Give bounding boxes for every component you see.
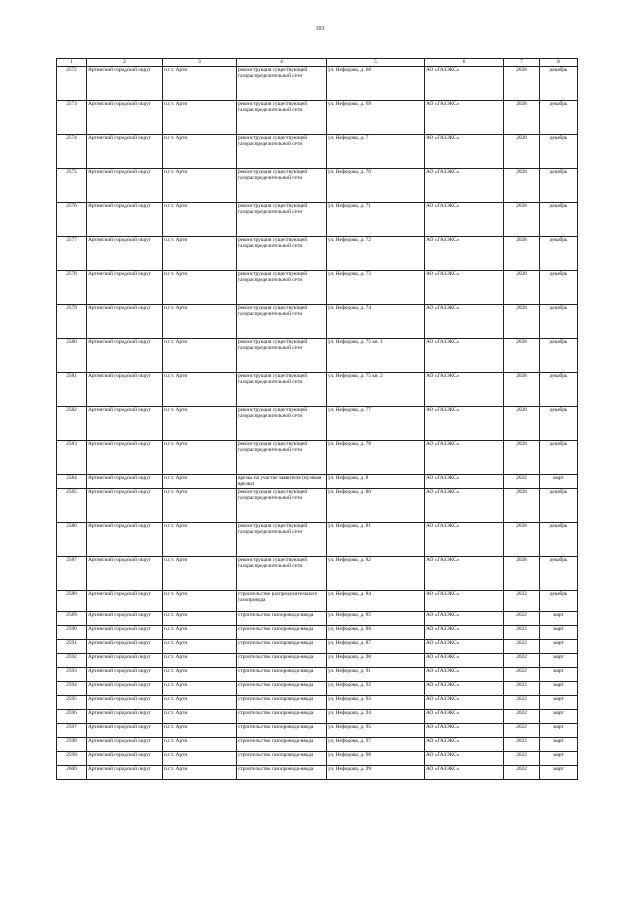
month-cell: март xyxy=(540,668,578,682)
address-cell: ул. Нефедова, д. 8 xyxy=(327,475,425,489)
column-header-7: 7 xyxy=(504,59,540,67)
column-header-5: 5 xyxy=(327,59,425,67)
header-row xyxy=(57,59,578,67)
table-row xyxy=(57,752,578,766)
year-cell: 2028 xyxy=(504,101,540,135)
address-cell: ул. Нефедова, д. 77 xyxy=(327,407,425,441)
work-type-cell: реконструкция существующей газораспределительной сети xyxy=(237,489,327,523)
month-cell: декабрь xyxy=(540,237,578,271)
table-row xyxy=(57,441,578,475)
year-cell: 2022 xyxy=(504,668,540,682)
organization-cell: АО «ГАЗЭКС» xyxy=(425,766,504,780)
month-cell: декабрь xyxy=(540,557,578,591)
work-type-cell: реконструкция существующей газораспределительной сети xyxy=(237,557,327,591)
organization-cell: АО «ГАЗЭКС» xyxy=(425,407,504,441)
month-cell: март xyxy=(540,766,578,780)
table-row xyxy=(57,373,578,407)
month-cell: март xyxy=(540,682,578,696)
table-row xyxy=(57,724,578,738)
settlement-cell: п.г.т. Арти xyxy=(163,654,237,668)
settlement-cell: п.г.т. Арти xyxy=(163,305,237,339)
month-cell: декабрь xyxy=(540,135,578,169)
row-number: 2597 xyxy=(57,724,87,738)
row-number: 2598 xyxy=(57,738,87,752)
work-type-cell: реконструкция существующей газораспределительной сети xyxy=(237,339,327,373)
district-cell: Артинский городской округ xyxy=(87,101,163,135)
year-cell: 2022 xyxy=(504,591,540,612)
row-number: 2581 xyxy=(57,373,87,407)
district-cell: Артинский городской округ xyxy=(87,591,163,612)
district-cell: Артинский городской округ xyxy=(87,738,163,752)
settlement-cell: п.г.т. Арти xyxy=(163,339,237,373)
organization-cell: АО «ГАЗЭКС» xyxy=(425,339,504,373)
district-cell: Артинский городской округ xyxy=(87,441,163,475)
year-cell: 2022 xyxy=(504,475,540,489)
address-cell: ул. Нефедова, д. 99 xyxy=(327,766,425,780)
row-number: 2579 xyxy=(57,305,87,339)
table-row xyxy=(57,682,578,696)
address-cell: ул. Нефедова, д. 85 xyxy=(327,612,425,626)
address-cell: ул. Нефедова, д. 74 xyxy=(327,305,425,339)
table-row xyxy=(57,67,578,101)
table-row xyxy=(57,640,578,654)
row-number: 2593 xyxy=(57,668,87,682)
row-number: 2576 xyxy=(57,203,87,237)
row-number: 2574 xyxy=(57,135,87,169)
year-cell: 2022 xyxy=(504,640,540,654)
settlement-cell: п.г.т. Арти xyxy=(163,237,237,271)
district-cell: Артинский городской округ xyxy=(87,305,163,339)
address-cell: ул. Нефедова, д. 98 xyxy=(327,752,425,766)
year-cell: 2028 xyxy=(504,523,540,557)
work-type-cell: врезка на участке заявителя (нулевая врезка) xyxy=(237,475,327,489)
district-cell: Артинский городской округ xyxy=(87,654,163,668)
organization-cell: АО «ГАЗЭКС» xyxy=(425,696,504,710)
row-number: 2591 xyxy=(57,640,87,654)
organization-cell: АО «ГАЗЭКС» xyxy=(425,724,504,738)
organization-cell: АО «ГАЗЭКС» xyxy=(425,710,504,724)
district-cell: Артинский городской округ xyxy=(87,169,163,203)
settlement-cell: п.г.т. Арти xyxy=(163,407,237,441)
district-cell: Артинский городской округ xyxy=(87,523,163,557)
month-cell: декабрь xyxy=(540,591,578,612)
address-cell: ул. Нефедова, д. 75 кв. 2 xyxy=(327,373,425,407)
address-cell: ул. Нефедова, д. 87 xyxy=(327,640,425,654)
address-cell: ул. Нефедова, д. 73 xyxy=(327,271,425,305)
settlement-cell: п.г.т. Арти xyxy=(163,682,237,696)
row-number: 2592 xyxy=(57,654,87,668)
month-cell: март xyxy=(540,475,578,489)
table-body xyxy=(57,67,578,780)
row-number: 2589 xyxy=(57,612,87,626)
organization-cell: АО «ГАЗЭКС» xyxy=(425,169,504,203)
year-cell: 2028 xyxy=(504,271,540,305)
settlement-cell: п.г.т. Арти xyxy=(163,475,237,489)
organization-cell: АО «ГАЗЭКС» xyxy=(425,682,504,696)
month-cell: декабрь xyxy=(540,169,578,203)
table-row xyxy=(57,475,578,489)
month-cell: декабрь xyxy=(540,67,578,101)
month-cell: декабрь xyxy=(540,339,578,373)
table-row xyxy=(57,237,578,271)
month-cell: март xyxy=(540,626,578,640)
work-type-cell: строительство распределительного газопровода xyxy=(237,591,327,612)
table-row xyxy=(57,557,578,591)
district-cell: Артинский городской округ xyxy=(87,766,163,780)
address-cell: ул. Нефедова, д. 95 xyxy=(327,724,425,738)
table-row xyxy=(57,738,578,752)
table-row xyxy=(57,612,578,626)
organization-cell: АО «ГАЗЭКС» xyxy=(425,738,504,752)
district-cell: Артинский городской округ xyxy=(87,557,163,591)
row-number: 2588 xyxy=(57,591,87,612)
address-cell: ул. Нефедова, д. 97 xyxy=(327,738,425,752)
table-row xyxy=(57,668,578,682)
organization-cell: АО «ГАЗЭКС» xyxy=(425,373,504,407)
year-cell: 2022 xyxy=(504,724,540,738)
year-cell: 2028 xyxy=(504,169,540,203)
work-type-cell: реконструкция существующей газораспределительной сети xyxy=(237,305,327,339)
month-cell: декабрь xyxy=(540,203,578,237)
row-number: 2600 xyxy=(57,766,87,780)
district-cell: Артинский городской округ xyxy=(87,752,163,766)
work-type-cell: строительство газопровода-ввода xyxy=(237,626,327,640)
address-cell: ул. Нефедова, д. 91 xyxy=(327,668,425,682)
month-cell: март xyxy=(540,710,578,724)
address-cell: ул. Нефедова, д. 68 xyxy=(327,67,425,101)
year-cell: 2022 xyxy=(504,626,540,640)
month-cell: март xyxy=(540,654,578,668)
settlement-cell: п.г.т. Арти xyxy=(163,752,237,766)
work-type-cell: строительство газопровода-ввода xyxy=(237,640,327,654)
district-cell: Артинский городской округ xyxy=(87,407,163,441)
address-cell: ул. Нефедова, д. 72 xyxy=(327,237,425,271)
year-cell: 2028 xyxy=(504,489,540,523)
address-cell: ул. Нефедова, д. 69 xyxy=(327,101,425,135)
work-type-cell: строительство газопровода-ввода xyxy=(237,766,327,780)
work-type-cell: строительство газопровода-ввода xyxy=(237,710,327,724)
year-cell: 2022 xyxy=(504,710,540,724)
address-cell: ул. Нефедова, д. 84 xyxy=(327,591,425,612)
district-cell: Артинский городской округ xyxy=(87,475,163,489)
table-row xyxy=(57,135,578,169)
district-cell: Артинский городской округ xyxy=(87,271,163,305)
year-cell: 2028 xyxy=(504,135,540,169)
settlement-cell: п.г.т. Арти xyxy=(163,169,237,203)
row-number: 2572 xyxy=(57,67,87,101)
row-number: 2583 xyxy=(57,441,87,475)
page-number: 103 xyxy=(315,26,325,32)
settlement-cell: п.г.т. Арти xyxy=(163,738,237,752)
table-row xyxy=(57,591,578,612)
column-header-2: 2 xyxy=(87,59,163,67)
settlement-cell: п.г.т. Арти xyxy=(163,612,237,626)
district-cell: Артинский городской округ xyxy=(87,668,163,682)
settlement-cell: п.г.т. Арти xyxy=(163,101,237,135)
table-row xyxy=(57,766,578,780)
district-cell: Артинский городской округ xyxy=(87,696,163,710)
work-type-cell: реконструкция существующей газораспределительной сети xyxy=(237,373,327,407)
row-number: 2584 xyxy=(57,475,87,489)
work-type-cell: реконструкция существующей газораспределительной сети xyxy=(237,203,327,237)
district-cell: Артинский городской округ xyxy=(87,237,163,271)
row-number: 2599 xyxy=(57,752,87,766)
address-cell: ул. Нефедова, д. 75 кв. 1 xyxy=(327,339,425,373)
organization-cell: АО «ГАЗЭКС» xyxy=(425,305,504,339)
address-cell: ул. Нефедова, д. 70 xyxy=(327,169,425,203)
organization-cell: АО «ГАЗЭКС» xyxy=(425,67,504,101)
address-cell: ул. Нефедова, д. 7 xyxy=(327,135,425,169)
settlement-cell: п.г.т. Арти xyxy=(163,591,237,612)
organization-cell: АО «ГАЗЭКС» xyxy=(425,640,504,654)
settlement-cell: п.г.т. Арти xyxy=(163,373,237,407)
settlement-cell: п.г.т. Арти xyxy=(163,271,237,305)
month-cell: декабрь xyxy=(540,441,578,475)
row-number: 2577 xyxy=(57,237,87,271)
district-cell: Артинский городской округ xyxy=(87,339,163,373)
year-cell: 2028 xyxy=(504,305,540,339)
organization-cell: АО «ГАЗЭКС» xyxy=(425,203,504,237)
address-cell: ул. Нефедова, д. 90 xyxy=(327,654,425,668)
district-cell: Артинский городской округ xyxy=(87,640,163,654)
district-cell: Артинский городской округ xyxy=(87,135,163,169)
row-number: 2590 xyxy=(57,626,87,640)
organization-cell: АО «ГАЗЭКС» xyxy=(425,271,504,305)
settlement-cell: п.г.т. Арти xyxy=(163,724,237,738)
table-row xyxy=(57,696,578,710)
month-cell: декабрь xyxy=(540,305,578,339)
table-row xyxy=(57,710,578,724)
organization-cell: АО «ГАЗЭКС» xyxy=(425,612,504,626)
organization-cell: АО «ГАЗЭКС» xyxy=(425,654,504,668)
district-cell: Артинский городской округ xyxy=(87,626,163,640)
settlement-cell: п.г.т. Арти xyxy=(163,67,237,101)
column-header-3: 3 xyxy=(163,59,237,67)
row-number: 2585 xyxy=(57,489,87,523)
table-row xyxy=(57,203,578,237)
address-cell: ул. Нефедова, д. 81 xyxy=(327,523,425,557)
organization-cell: АО «ГАЗЭКС» xyxy=(425,523,504,557)
year-cell: 2028 xyxy=(504,373,540,407)
work-type-cell: реконструкция существующей газораспределительной сети xyxy=(237,135,327,169)
organization-cell: АО «ГАЗЭКС» xyxy=(425,489,504,523)
settlement-cell: п.г.т. Арти xyxy=(163,203,237,237)
year-cell: 2022 xyxy=(504,696,540,710)
row-number: 2578 xyxy=(57,271,87,305)
address-cell: ул. Нефедова, д. 94 xyxy=(327,710,425,724)
row-number: 2580 xyxy=(57,339,87,373)
month-cell: март xyxy=(540,640,578,654)
district-cell: Артинский городской округ xyxy=(87,373,163,407)
settlement-cell: п.г.т. Арти xyxy=(163,640,237,654)
year-cell: 2022 xyxy=(504,654,540,668)
work-type-cell: строительство газопровода-ввода xyxy=(237,752,327,766)
year-cell: 2028 xyxy=(504,557,540,591)
month-cell: март xyxy=(540,696,578,710)
row-number: 2587 xyxy=(57,557,87,591)
year-cell: 2022 xyxy=(504,682,540,696)
settlement-cell: п.г.т. Арти xyxy=(163,766,237,780)
month-cell: март xyxy=(540,612,578,626)
settlement-cell: п.г.т. Арти xyxy=(163,626,237,640)
organization-cell: АО «ГАЗЭКС» xyxy=(425,591,504,612)
year-cell: 2028 xyxy=(504,67,540,101)
address-cell: ул. Нефедова, д. 93 xyxy=(327,696,425,710)
year-cell: 2028 xyxy=(504,407,540,441)
table-row xyxy=(57,339,578,373)
month-cell: декабрь xyxy=(540,523,578,557)
table-row xyxy=(57,654,578,668)
work-type-cell: реконструкция существующей газораспределительной сети xyxy=(237,237,327,271)
table-row xyxy=(57,271,578,305)
row-number: 2573 xyxy=(57,101,87,135)
address-cell: ул. Нефедова, д. 78 xyxy=(327,441,425,475)
row-number: 2586 xyxy=(57,523,87,557)
work-type-cell: строительство газопровода-ввода xyxy=(237,696,327,710)
organization-cell: АО «ГАЗЭКС» xyxy=(425,626,504,640)
address-cell: ул. Нефедова, д. 82 xyxy=(327,557,425,591)
month-cell: декабрь xyxy=(540,271,578,305)
table-row xyxy=(57,626,578,640)
district-cell: Артинский городской округ xyxy=(87,67,163,101)
organization-cell: АО «ГАЗЭКС» xyxy=(425,441,504,475)
settlement-cell: п.г.т. Арти xyxy=(163,696,237,710)
district-cell: Артинский городской округ xyxy=(87,710,163,724)
district-cell: Артинский городской округ xyxy=(87,203,163,237)
address-cell: ул. Нефедова, д. 86 xyxy=(327,626,425,640)
gasification-registry-table xyxy=(56,58,578,780)
work-type-cell: строительство газопровода-ввода xyxy=(237,612,327,626)
work-type-cell: реконструкция существующей газораспределительной сети xyxy=(237,169,327,203)
settlement-cell: п.г.т. Арти xyxy=(163,441,237,475)
column-header-6: 6 xyxy=(425,59,504,67)
year-cell: 2028 xyxy=(504,237,540,271)
work-type-cell: реконструкция существующей газораспределительной сети xyxy=(237,271,327,305)
address-cell: ул. Нефедова, д. 92 xyxy=(327,682,425,696)
work-type-cell: строительство газопровода-ввода xyxy=(237,668,327,682)
year-cell: 2022 xyxy=(504,738,540,752)
table-row xyxy=(57,489,578,523)
year-cell: 2022 xyxy=(504,752,540,766)
organization-cell: АО «ГАЗЭКС» xyxy=(425,135,504,169)
year-cell: 2028 xyxy=(504,339,540,373)
table-row xyxy=(57,407,578,441)
column-header-4: 4 xyxy=(237,59,327,67)
year-cell: 2022 xyxy=(504,612,540,626)
district-cell: Артинский городской округ xyxy=(87,489,163,523)
table-row xyxy=(57,523,578,557)
table-row xyxy=(57,305,578,339)
organization-cell: АО «ГАЗЭКС» xyxy=(425,237,504,271)
district-cell: Артинский городской округ xyxy=(87,682,163,696)
settlement-cell: п.г.т. Арти xyxy=(163,135,237,169)
row-number: 2595 xyxy=(57,696,87,710)
year-cell: 2022 xyxy=(504,766,540,780)
organization-cell: АО «ГАЗЭКС» xyxy=(425,752,504,766)
organization-cell: АО «ГАЗЭКС» xyxy=(425,668,504,682)
work-type-cell: строительство газопровода-ввода xyxy=(237,724,327,738)
organization-cell: АО «ГАЗЭКС» xyxy=(425,475,504,489)
month-cell: март xyxy=(540,752,578,766)
row-number: 2596 xyxy=(57,710,87,724)
month-cell: март xyxy=(540,738,578,752)
district-cell: Артинский городской округ xyxy=(87,612,163,626)
address-cell: ул. Нефедова, д. 80 xyxy=(327,489,425,523)
address-cell: ул. Нефедова, д. 71 xyxy=(327,203,425,237)
work-type-cell: реконструкция существующей газораспределительной сети xyxy=(237,523,327,557)
month-cell: март xyxy=(540,724,578,738)
settlement-cell: п.г.т. Арти xyxy=(163,668,237,682)
month-cell: декабрь xyxy=(540,489,578,523)
work-type-cell: строительство газопровода-ввода xyxy=(237,654,327,668)
row-number: 2582 xyxy=(57,407,87,441)
work-type-cell: реконструкция существующей газораспределительной сети xyxy=(237,407,327,441)
table-row xyxy=(57,101,578,135)
district-cell: Артинский городской округ xyxy=(87,724,163,738)
month-cell: декабрь xyxy=(540,373,578,407)
year-cell: 2028 xyxy=(504,203,540,237)
settlement-cell: п.г.т. Арти xyxy=(163,557,237,591)
work-type-cell: строительство газопровода-ввода xyxy=(237,738,327,752)
column-header-8: 8 xyxy=(540,59,578,67)
organization-cell: АО «ГАЗЭКС» xyxy=(425,557,504,591)
work-type-cell: реконструкция существующей газораспределительной сети xyxy=(237,67,327,101)
settlement-cell: п.г.т. Арти xyxy=(163,489,237,523)
year-cell: 2028 xyxy=(504,441,540,475)
work-type-cell: реконструкция существующей газораспределительной сети xyxy=(237,441,327,475)
work-type-cell: строительство газопровода-ввода xyxy=(237,682,327,696)
table-row xyxy=(57,169,578,203)
organization-cell: АО «ГАЗЭКС» xyxy=(425,101,504,135)
column-header-1: 1 xyxy=(57,59,87,67)
settlement-cell: п.г.т. Арти xyxy=(163,523,237,557)
month-cell: декабрь xyxy=(540,101,578,135)
work-type-cell: реконструкция существующей газораспределительной сети xyxy=(237,101,327,135)
row-number: 2594 xyxy=(57,682,87,696)
row-number: 2575 xyxy=(57,169,87,203)
settlement-cell: п.г.т. Арти xyxy=(163,710,237,724)
month-cell: декабрь xyxy=(540,407,578,441)
